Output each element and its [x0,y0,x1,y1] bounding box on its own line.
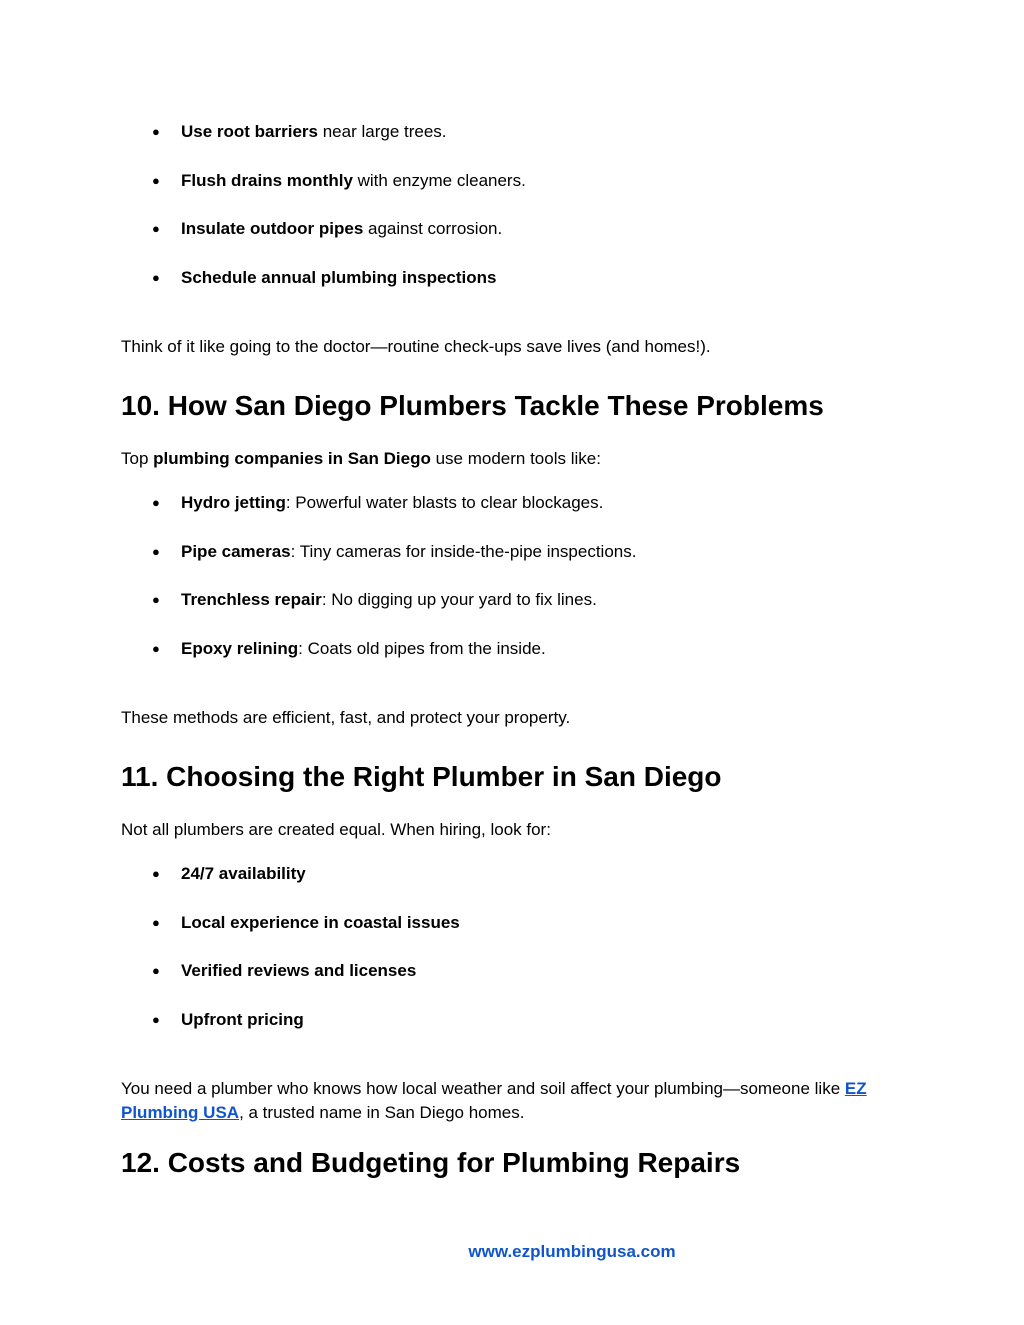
list-item [152,266,526,315]
list-item-bold: Pipe cameras [181,541,291,561]
list-item [152,491,636,540]
list-item [152,637,636,686]
list-item-bold: Insulate outdoor pipes [181,219,364,239]
section-11-heading: 11. Choosing the Right Plumber in San Diego [121,761,722,792]
list-item-text: against corrosion. [363,219,503,239]
bullet-icon: ● [152,866,160,881]
list-item-bold: 24/7 availability [181,864,306,883]
bullet-icon: ● [152,543,160,559]
recommendation-text: You need a plumber who knows how local weather and soil affect your plumbing—someone like [121,1079,845,1098]
bullet-icon: ● [152,495,160,510]
list-item-text: : Coats old pipes from the inside. [298,638,546,658]
intro-text-end: use modern tools like: [430,449,601,468]
footer-website-link[interactable]: www.ezplumbingusa.com [468,1242,676,1261]
intro-bold: plumbing companies in San Diego [153,449,431,468]
section-10-heading: 10. How San Diego Plumbers Tackle These Problems [121,390,824,421]
methods-summary-paragraph: These methods are efficient, fast, and protect your property. [121,708,571,727]
plumber-recommendation-paragraph [121,1077,921,1125]
list-item [152,588,636,637]
bullet-icon: ● [152,914,160,930]
list-item-bold: Verified reviews and licenses [181,961,417,981]
list-item-bold: Epoxy relining [181,638,299,658]
list-item-text: near large trees. [318,122,447,141]
section-12-heading: 12. Costs and Budgeting for Plumbing Repairs [121,1147,741,1178]
recommendation-text-end: , a trusted name in San Diego homes. [239,1103,525,1122]
bullet-icon: ● [152,592,160,608]
bullet-icon: ● [152,1011,160,1027]
list-item [152,959,460,1008]
list-item [152,540,636,589]
list-item-text: : Powerful water blasts to clear blockages. [285,493,604,512]
list-item-bold: Hydro jetting [181,493,286,512]
bullet-icon: ● [152,269,160,285]
list-item-bold: Trenchless repair [181,590,322,610]
list-item [152,169,526,218]
bullet-icon: ● [152,640,160,656]
hiring-criteria-list [152,862,460,1056]
list-item-text: : Tiny cameras for inside-the-pipe inspections. [290,541,637,561]
list-item-bold: Use root barriers [181,122,318,141]
bullet-icon: ● [152,124,160,139]
list-item [152,120,526,169]
bullet-icon: ● [152,221,160,237]
list-item [152,217,526,266]
list-item-text: with enzyme cleaners. [352,170,526,190]
list-item [152,911,460,960]
list-item-bold: Flush drains monthly [181,170,353,190]
list-item-text: : No digging up your yard to fix lines. [321,590,597,610]
hiring-intro-paragraph: Not all plumbers are created equal. When hiring, look for: [121,820,551,839]
bullet-icon: ● [152,963,160,979]
modern-tools-list [152,491,636,685]
list-item [152,1008,460,1057]
bullet-icon: ● [152,172,160,188]
doctor-analogy-paragraph: Think of it like going to the doctor—routine check-ups save lives (and homes!). [121,337,711,356]
maintenance-tips-list [152,120,526,314]
list-item-bold: Upfront pricing [181,1009,304,1029]
intro-text: Top [121,449,154,468]
modern-tools-intro [121,447,921,471]
list-item-bold: Local experience in coastal issues [181,912,460,932]
ez-plumbing-link[interactable]: EZ Plumbing USA [121,1079,867,1122]
list-item-bold: Schedule annual plumbing inspections [181,267,497,287]
list-item [152,862,460,911]
